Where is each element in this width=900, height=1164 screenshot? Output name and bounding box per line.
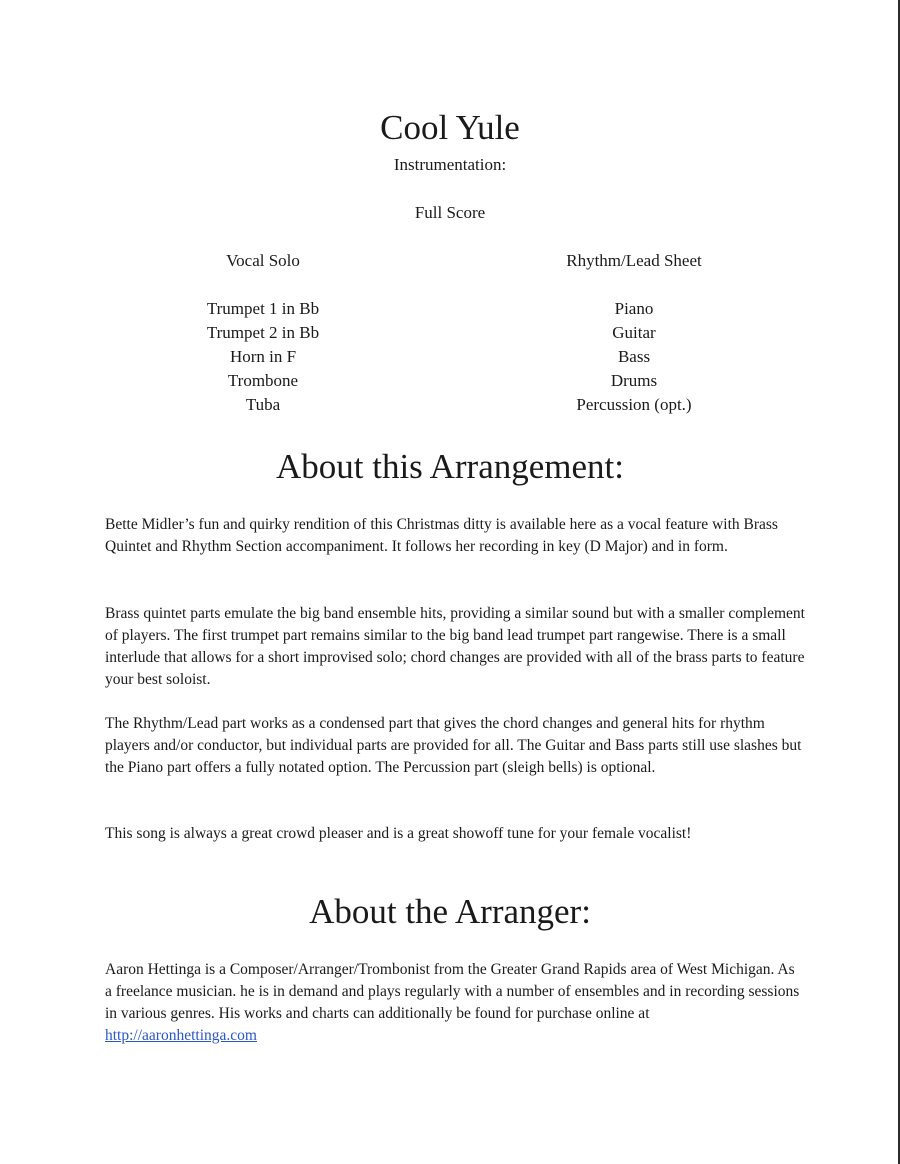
list-item: Guitar (612, 323, 656, 342)
arranger-website-link[interactable]: http://aaronhettinga.com (105, 1027, 257, 1044)
about-arrangement-heading: About this Arrangement: (275, 447, 624, 486)
list-item: Trombone (227, 371, 299, 390)
left-column-heading: Vocal Solo (226, 251, 300, 270)
right-instrument-list (520, 297, 748, 417)
right-column-heading: Rhythm/Lead Sheet (566, 251, 702, 270)
arrangement-paragraph: Bette Midler’s fun and quirky rendition of this Christmas ditty is available here as a vocal feature with Brass Quintet and Rhythm Section accompaniment. It follows her recording in key (D Major) and in form. (105, 516, 778, 555)
list-item: Bass (617, 347, 651, 366)
list-item: Piano (614, 299, 654, 318)
list-item: Drums (610, 371, 658, 390)
arrangement-paragraph: Brass quintet parts emulate the big band ensemble hits, providing a similar sound but with a smaller complement of players. The first trumpet part remains similar to the big band lead trumpet part rangewise. There is a small interlude that allows for a short improvised solo; chord changes are provided with all of the brass parts to feature your best soloist. (105, 605, 805, 688)
arranger-bio-text: Aaron Hettinga is a Composer/Arranger/Trombonist from the Greater Grand Rapids area of West Michigan. As a freelance musician. he is in demand and plays regularly with a number of ensembles and in recording sessions in various genres. His works and charts can additionally be found for purchase online at (105, 961, 800, 1022)
full-score-label: Full Score (414, 203, 486, 222)
list-item: Trumpet 2 in Bb (206, 323, 320, 342)
left-instrument-list (162, 297, 364, 417)
list-item: Horn in F (229, 347, 297, 366)
arrangement-paragraph: This song is always a great crowd pleaser and is a great showoff tune for your female vocalist! (105, 825, 692, 842)
list-item: Percussion (opt.) (576, 395, 692, 414)
instrumentation-label: Instrumentation: (393, 155, 507, 174)
page-title: Cool Yule (380, 108, 520, 147)
about-arranger-heading: About the Arranger: (309, 892, 591, 931)
list-item: Trumpet 1 in Bb (206, 299, 320, 318)
arranger-paragraph (105, 959, 805, 1047)
list-item: Tuba (245, 395, 281, 414)
arrangement-paragraph: The Rhythm/Lead part works as a condensed part that gives the chord changes and general hits for rhythm players and/or conductor, but individual parts are provided for all. The Guitar and Bass parts still use slashes but the Piano part offers a fully notated option. The Percussion part (sleigh bells) is optional. (105, 715, 802, 776)
